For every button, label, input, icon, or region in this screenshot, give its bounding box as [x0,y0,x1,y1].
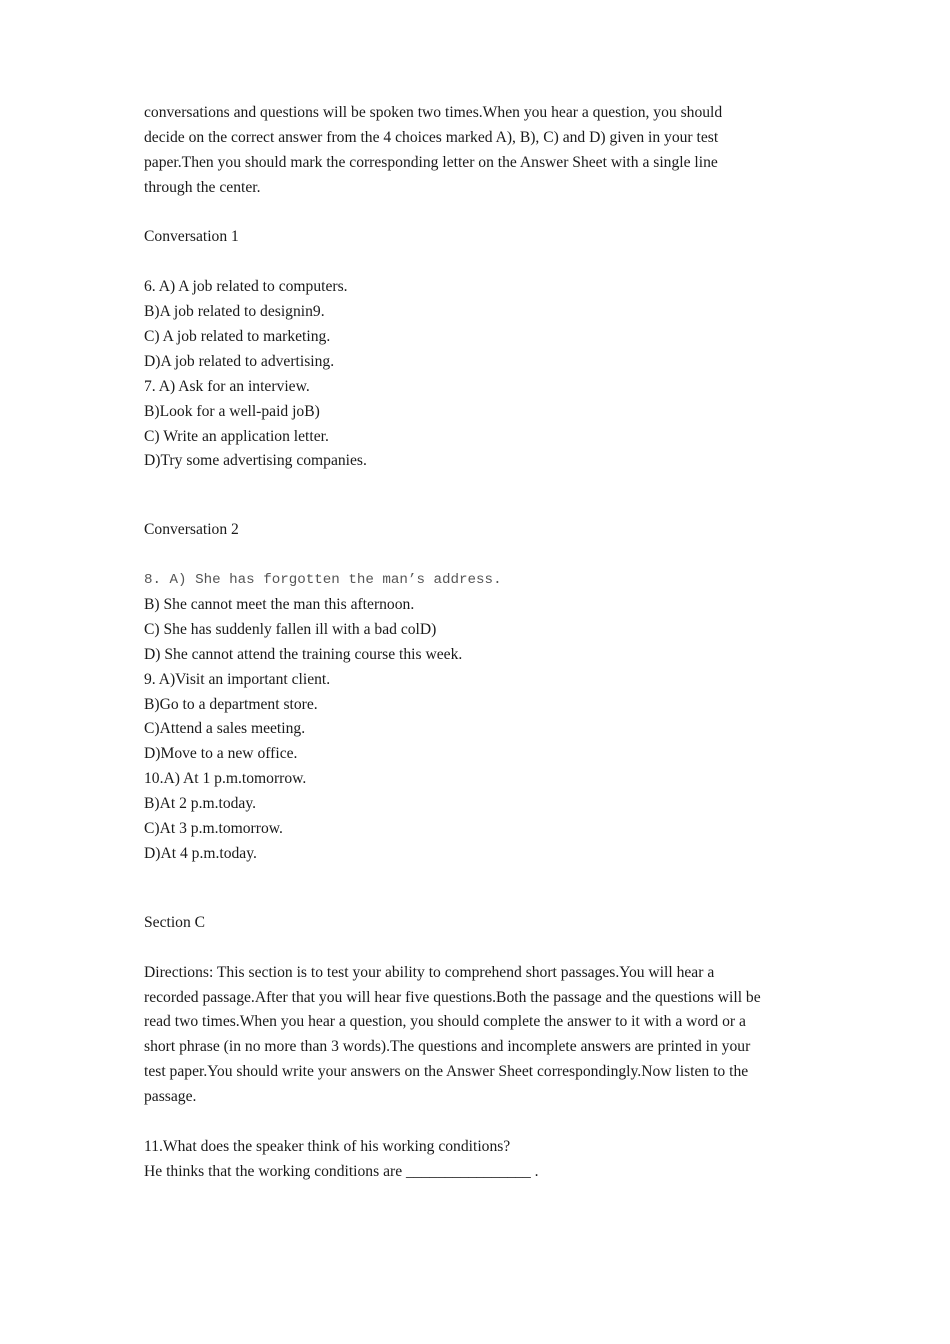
answer-option: 8. A) She has forgotten the man’s address. [144,572,502,589]
answer-option: D)At 4 p.m.today. [144,844,257,862]
answer-option: C) She has suddenly fallen ill with a bad colD) [144,620,437,638]
answer-option: B)Look for a well-paid joB) [144,402,320,420]
answer-option: D) She cannot attend the training course this week. [144,645,463,663]
answer-option: D)Try some advertising companies. [144,452,367,470]
section-c-directions [144,961,824,1110]
answer-option: 6. A) A job related to computers. [144,278,348,296]
intro-line: through the center. [144,178,261,196]
intro-line: conversations and questions will be spoken two times.When you hear a question, you should [144,104,723,121]
intro-line: paper.Then you should mark the corresponding letter on the Answer Sheet with a single line [144,153,718,171]
intro-line: decide on the correct answer from the 4 choices marked A), B), C) and D) given in your test [144,128,719,146]
directions-line: read two times.When you hear a question, you should complete the answer to it with a word or a [144,1013,746,1031]
directions-line: test paper.You should write your answers on the Answer Sheet correspondingly.Now listen to the [144,1063,749,1081]
answer-option: D)A job related to advertising. [144,352,335,370]
section-c-title: Section C [144,913,206,931]
question-text: 11.What does the speaker think of his working conditions? [144,1137,511,1155]
answer-option: C)At 3 p.m.tomorrow. [144,820,283,838]
answer-blank-line: He thinks that the working conditions are ________________ . [144,1162,539,1180]
answer-option: C)Attend a sales meeting. [144,720,306,738]
answer-option: B) She cannot meet the man this afternoon. [144,596,415,614]
answer-option: C) Write an application letter. [144,427,329,445]
answer-option: D)Move to a new office. [144,745,298,763]
answer-option: 7. A) Ask for an interview. [144,377,310,395]
directions-line: Directions: This section is to test your ability to comprehend short passages.You will hear a [144,963,715,981]
answer-option: B)A job related to designin9. [144,303,325,321]
intro-paragraph [144,101,824,201]
conversation-1-questions [144,275,824,474]
conversation-2-title: Conversation 2 [144,521,239,539]
directions-line: recorded passage.After that you will hear five questions.Both the passage and the questions will be [144,988,761,1006]
answer-option: B)Go to a department store. [144,695,318,713]
answer-option: 10.A) At 1 p.m.tomorrow. [144,770,307,788]
conversation-1-title: Conversation 1 [144,228,239,246]
directions-line: short phrase (in no more than 3 words).The questions and incomplete answers are printed in your [144,1038,751,1056]
question-11 [144,1135,824,1185]
answer-option: 9. A)Visit an important client. [144,670,331,688]
answer-option: B)At 2 p.m.today. [144,795,257,813]
conversation-2-questions [144,568,824,867]
document-page [144,101,824,1185]
answer-option: C) A job related to marketing. [144,328,331,346]
directions-line: passage. [144,1088,197,1106]
